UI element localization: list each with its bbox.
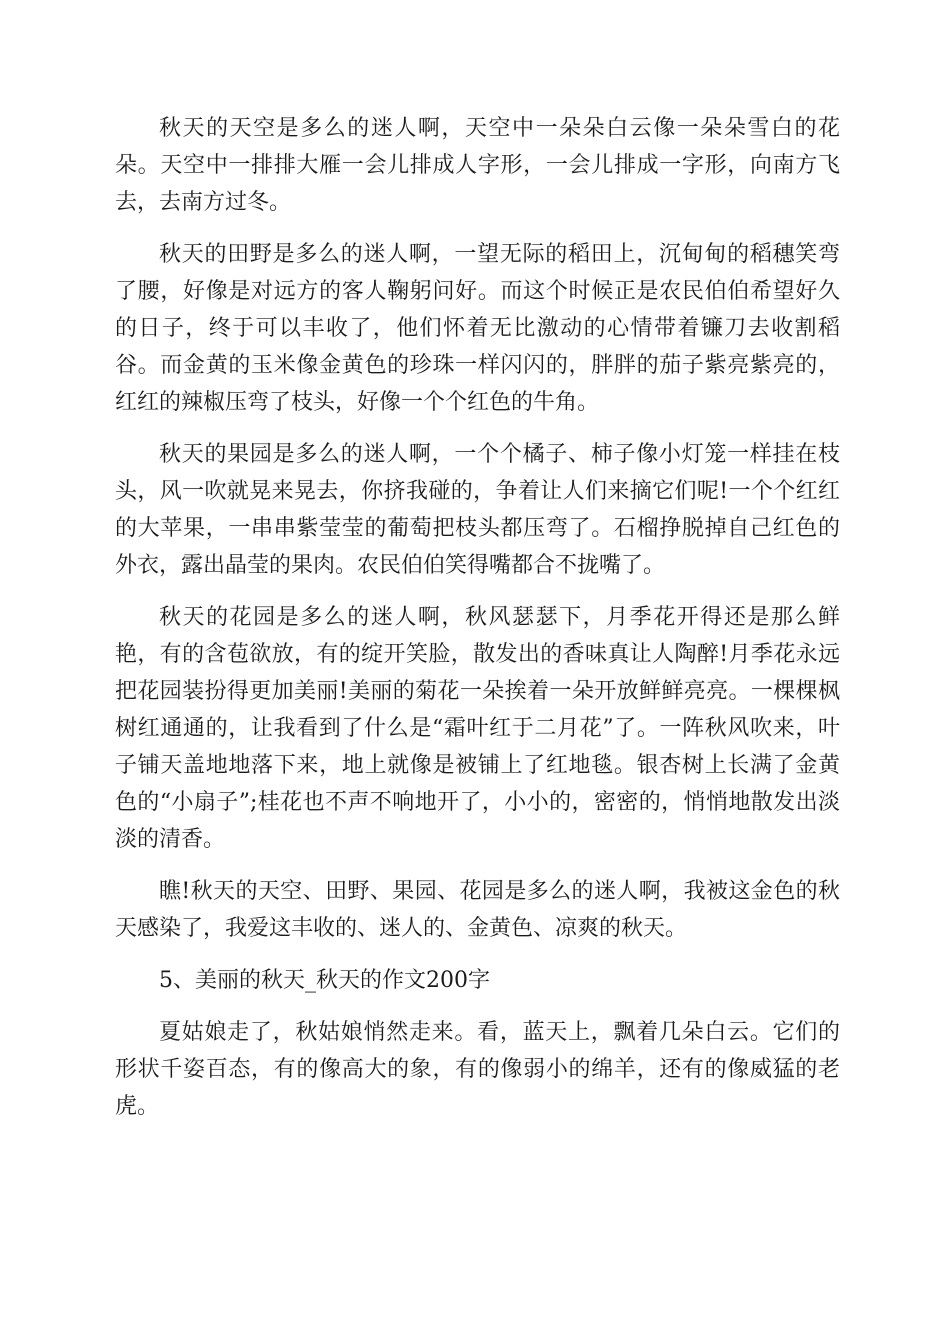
- section-heading: 5、美丽的秋天_秋天的作文200字: [159, 968, 490, 993]
- paragraph-autumn-orchard: 秋天的果园是多么的迷人啊，一个个橘子、柿子像小灯笼一样挂在枝头，风一吹就晃来晃去，你挤我碰的，争着让人们来摘它们呢!一个个红红的大苹果，一串串紫莹莹的葡萄把枝头都压弯了。石榴挣脱掉自己红色的外衣，露出晶莹的果肉。农民伯伯笑得嘴都合不拢嘴了。: [115, 442, 840, 578]
- paragraph-autumn-sky: 秋天的天空是多么的迷人啊，天空中一朵朵白云像一朵朵雪白的花朵。天空中一排排大雁一会儿排成人字形，一会儿排成一字形，向南方飞去，去南方过冬。: [115, 116, 840, 215]
- paragraph-autumn-garden: 秋天的花园是多么的迷人啊，秋风瑟瑟下，月季花开得还是那么鲜艳，有的含苞欲放，有的绽开笑脸，散发出的香味真让人陶醉!月季花永远把花园装扮得更加美丽!美丽的菊花一朵挨着一朵开放鲜鲜亮亮。一棵棵枫树红通通的，让我看到了什么是“霜叶红于二月花”了。一阵秋风吹来，叶子铺天盖地地落下来，地上就像是被铺上了红地毯。银杏树上长满了金黄色的“小扇子”;桂花也不声不响地开了，小小的，密密的，悄悄地散发出淡淡的清香。: [115, 605, 840, 852]
- document-page: [115, 110, 840, 1140]
- paragraph-conclusion: 瞧!秋天的天空、田野、果园、花园是多么的迷人啊，我被这金色的秋天感染了，我爱这丰收的、迷人的、金黄色、凉爽的秋天。: [115, 879, 840, 941]
- paragraph-summer-girl: 夏姑娘走了，秋姑娘悄然走来。看，蓝天上，飘着几朵白云。它们的形状千姿百态，有的像高大的象，有的像弱小的绵羊，还有的像威猛的老虎。: [115, 1020, 840, 1119]
- paragraph-autumn-fields: 秋天的田野是多么的迷人啊，一望无际的稻田上，沉甸甸的稻穗笑弯了腰，好像是对远方的客人鞠躬问好。而这个时候正是农民伯伯希望好久的日子，终于可以丰收了，他们怀着无比激动的心情带着镰刀去收割稻谷。而金黄的玉米像金黄色的珍珠一样闪闪的，胖胖的茄子紫亮紫亮的，红红的辣椒压弯了枝头，好像一个个红色的牛角。: [115, 242, 840, 415]
